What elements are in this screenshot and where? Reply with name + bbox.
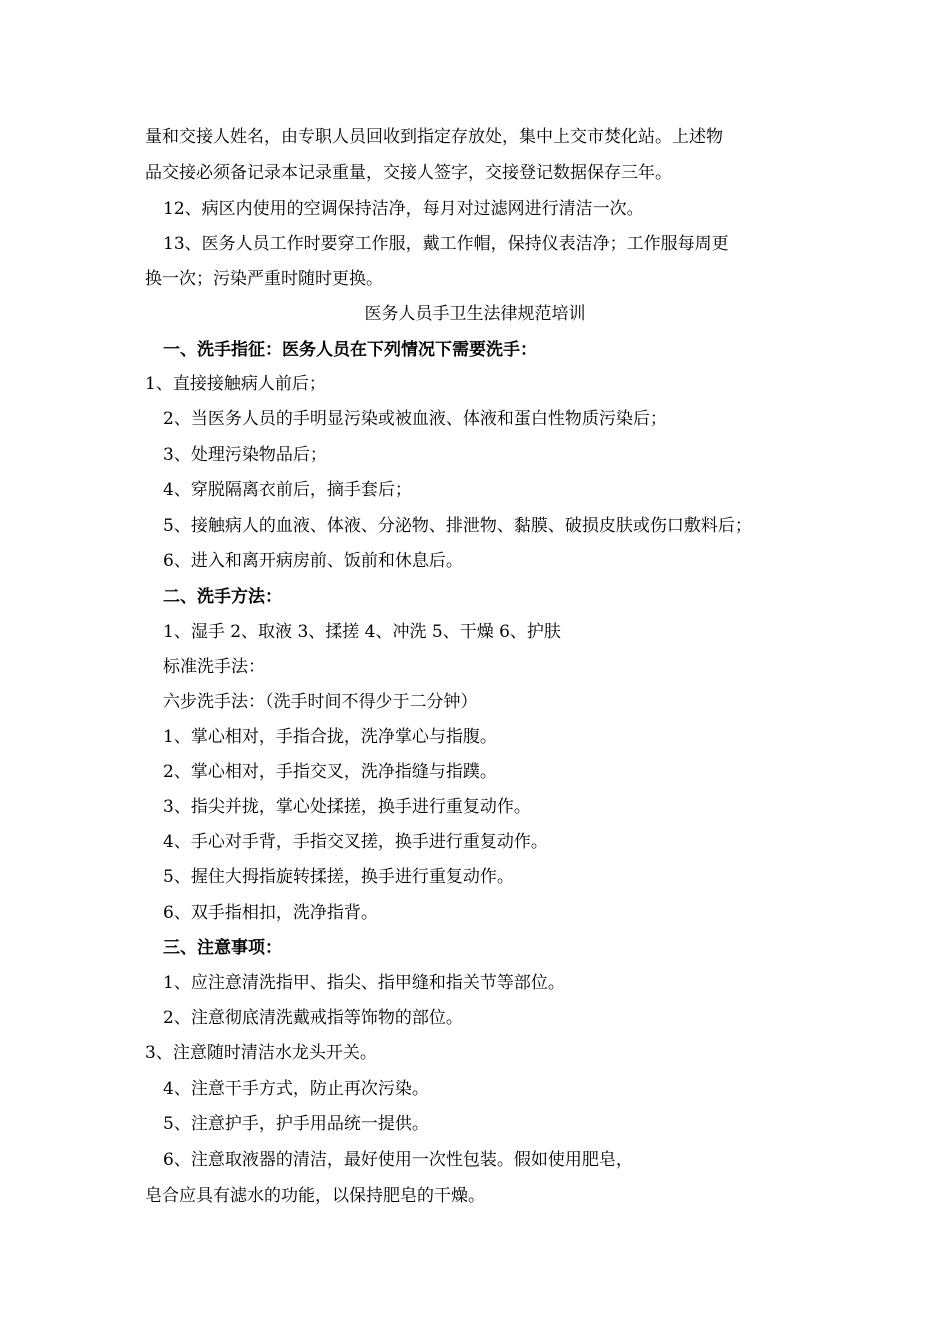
intro-line-5: 换一次；污染严重时随时更换。	[145, 269, 383, 289]
section2-steps: 1、湿手 2、取液 3、揉搓 4、冲洗 5、干燥 6、护肤	[163, 622, 561, 642]
section2-six-step-label: 六步洗手法：（洗手时间不得少于二分钟）	[163, 692, 478, 712]
section3-item-6: 6、注意取液器的清洁，最好使用一次性包装。假如使用肥皂，	[163, 1150, 633, 1170]
section2-heading: 二、洗手方法：	[163, 587, 282, 607]
section1-item-2: 2、当医务人员的手明显污染或被血液、体液和蛋白性物质污染后；	[163, 409, 667, 429]
section2-item-2: 2、掌心相对，手指交叉，洗净指缝与指蹼。	[163, 762, 497, 782]
section2-item-4: 4、手心对手背，手指交叉搓，换手进行重复动作。	[163, 832, 548, 852]
section3-item-2: 2、注意彻底清洗戴戒指等饰物的部位。	[163, 1008, 463, 1028]
section2-item-5: 5、握住大拇指旋转揉搓，换手进行重复动作。	[163, 867, 514, 887]
section3-heading: 三、注意事项：	[163, 938, 282, 958]
intro-line-1: 量和交接人姓名，由专职人员回收到指定存放处，集中上交市焚化站。上述物	[145, 127, 723, 147]
section2-item-6: 6、双手指相扣，洗净指背。	[163, 903, 378, 923]
section1-item-4: 4、穿脱隔离衣前后，摘手套后；	[163, 480, 412, 500]
section3-item-4: 4、注意干手方式，防止再次污染。	[163, 1079, 429, 1099]
section3-item-3: 3、注意随时清洁水龙头开关。	[145, 1043, 377, 1063]
section2-item-1: 1、掌心相对，手指合拢，洗净掌心与指腹。	[163, 727, 497, 747]
section3-item-5: 5、注意护手，护手用品统一提供。	[163, 1114, 429, 1134]
section3-item-1: 1、应注意清洗指甲、指尖、指甲缝和指关节等部位。	[163, 973, 565, 993]
section2-item-3: 3、指尖并拢，掌心处揉搓，换手进行重复动作。	[163, 797, 531, 817]
section2-standard-label: 标准洗手法：	[163, 657, 265, 677]
intro-line-2: 品交接必须备记录本记录重量，交接人签字，交接登记数据保存三年。	[145, 163, 672, 183]
section1-item-1: 1、直接接触病人前后；	[145, 374, 326, 394]
section1-item-6: 6、进入和离开病房前、饭前和休息后。	[163, 551, 463, 571]
section1-heading: 一、洗手指征：医务人员在下列情况下需要洗手：	[163, 340, 537, 360]
section1-item-3: 3、处理污染物品后；	[163, 445, 327, 465]
intro-line-4: 13、医务人员工作时要穿工作服，戴工作帽，保持仪表洁净；工作服每周更	[163, 234, 729, 254]
intro-line-3: 12、病区内使用的空调保持洁净，每月对过滤网进行清洁一次。	[163, 199, 644, 219]
document-title: 医务人员手卫生法律规范培训	[364, 304, 586, 324]
section1-item-5: 5、接触病人的血液、体液、分泌物、排泄物、黏膜、破损皮肤或伤口敷料后；	[163, 516, 752, 536]
section3-item-6-continued: 皂合应具有滤水的功能，以保持肥皂的干燥。	[145, 1186, 485, 1206]
